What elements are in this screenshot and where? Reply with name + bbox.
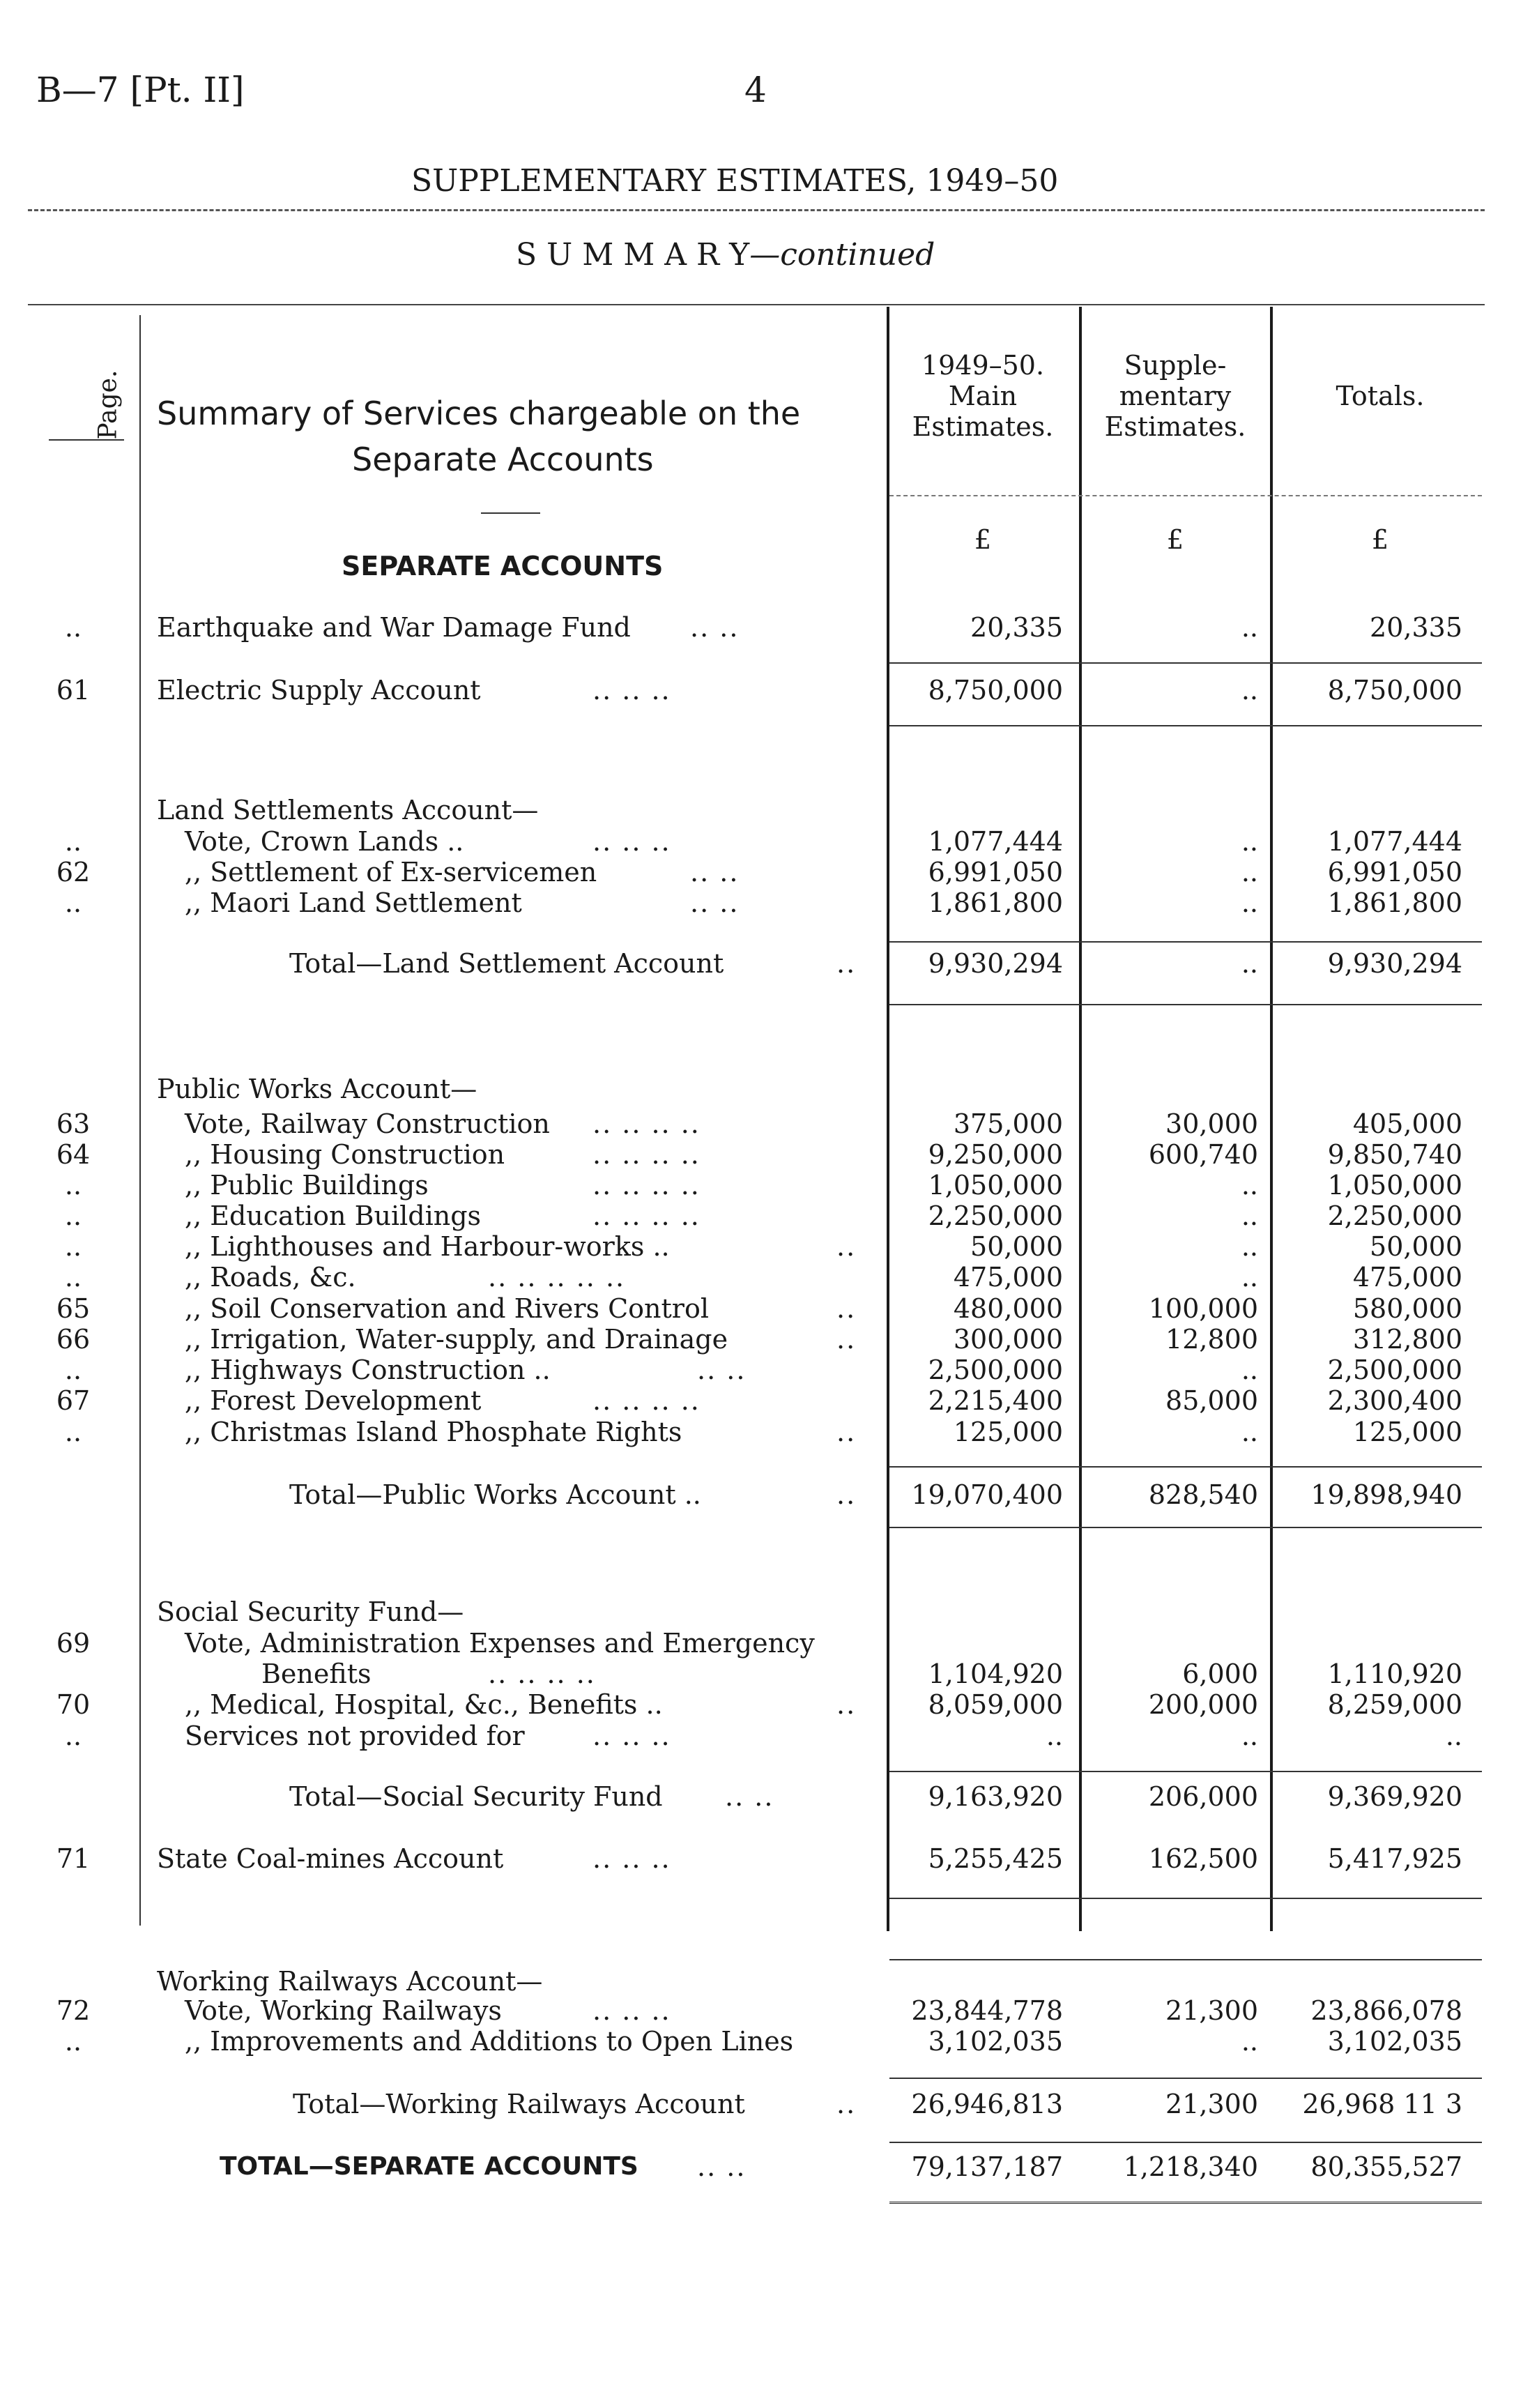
- table-row: [0, 1170, 1530, 1201]
- subtotal-rule: [889, 2078, 1482, 2079]
- row-page-ref: ..: [64, 1417, 82, 1447]
- row-page-ref: 69: [56, 1628, 91, 1659]
- supp-header-line: Supple-: [1124, 350, 1227, 381]
- document-reference: B—7 [Pt. II]: [36, 70, 245, 110]
- table-row: [0, 1966, 1530, 1997]
- currency-totals: £: [1371, 524, 1389, 555]
- row-label: Public Works Account—: [157, 1074, 477, 1104]
- row-page-ref: 63: [56, 1108, 91, 1139]
- row-total: 26,968 11 3: [1302, 2089, 1462, 2119]
- row-main-estimate: ..: [1046, 1721, 1063, 1751]
- row-main-estimate: 375,000: [953, 1108, 1063, 1139]
- row-leader-dots: .. ..: [690, 612, 740, 643]
- row-page-ref: 65: [56, 1293, 91, 1324]
- row-supplementary-estimate: 1,218,340: [1123, 2151, 1258, 2182]
- row-supplementary-estimate: ..: [1241, 1201, 1258, 1231]
- row-page-ref: 64: [56, 1139, 91, 1170]
- row-label: Vote, Crown Lands ..: [185, 826, 464, 857]
- summary-heading: [516, 237, 935, 273]
- row-label: ,, Improvements and Additions to Open Lines: [185, 2026, 794, 2057]
- table-row: [0, 675, 1530, 706]
- row-rule: [889, 725, 1482, 726]
- row-supplementary-estimate: ..: [1241, 826, 1258, 857]
- row-supplementary-estimate: ..: [1241, 1262, 1258, 1293]
- row-page-ref: 66: [56, 1324, 91, 1355]
- row-leader-dots: .. ..: [725, 1781, 774, 1812]
- row-label: Services not provided for: [185, 1721, 525, 1751]
- subtotal-rule: [889, 941, 1482, 943]
- row-supplementary-estimate: 162,500: [1148, 1843, 1258, 1874]
- row-leader-dots: .. .. .. ..: [592, 1139, 701, 1170]
- table-row: [0, 795, 1530, 825]
- row-leader-dots: ..: [836, 1293, 857, 1324]
- row-rule: [889, 1959, 1482, 1960]
- row-main-estimate: 300,000: [953, 1324, 1063, 1355]
- summary-title-line-1: Summary of Services chargeable on the: [157, 395, 801, 432]
- summary-continued: —continued: [749, 237, 935, 273]
- main-estimates-header: [892, 350, 1073, 442]
- row-main-estimate: 3,102,035: [928, 2026, 1063, 2057]
- row-label: ,, Highways Construction ..: [185, 1355, 551, 1385]
- row-label: ,, Roads, &c.: [185, 1262, 356, 1293]
- row-supplementary-estimate: ..: [1241, 1355, 1258, 1385]
- row-rule: [889, 2142, 1482, 2143]
- summary-title-line-2: Separate Accounts: [352, 441, 654, 478]
- table-row: [0, 857, 1530, 887]
- row-total: 23,866,078: [1310, 1995, 1462, 2026]
- row-main-estimate: 125,000: [953, 1417, 1063, 1447]
- row-label: Earthquake and War Damage Fund: [157, 612, 631, 643]
- grand-total-rule: [889, 2202, 1482, 2204]
- currency-main: £: [974, 524, 992, 555]
- page-column-header: Page.: [93, 369, 123, 440]
- row-page-ref: ..: [64, 1721, 82, 1751]
- row-main-estimate: 9,930,294: [928, 948, 1063, 979]
- row-page-ref: 72: [56, 1995, 91, 2026]
- row-total: 1,861,800: [1327, 887, 1462, 918]
- row-total: 580,000: [1352, 1293, 1462, 1324]
- row-total: 9,369,920: [1327, 1781, 1462, 1812]
- row-main-estimate: 8,750,000: [928, 675, 1063, 706]
- table-row: [0, 1108, 1530, 1139]
- row-leader-dots: .. .. ..: [592, 826, 671, 857]
- row-page-ref: ..: [64, 2026, 82, 2057]
- row-total: 50,000: [1370, 1231, 1462, 1262]
- row-total: 20,335: [1370, 612, 1462, 643]
- row-leader-dots: .. .. .. .. ..: [488, 1262, 626, 1293]
- table-row: [0, 2026, 1530, 2057]
- row-page-ref: 71: [56, 1843, 91, 1874]
- row-total: 312,800: [1352, 1324, 1462, 1355]
- row-total: 2,250,000: [1327, 1201, 1462, 1231]
- row-main-estimate: 6,991,050: [928, 857, 1063, 887]
- row-total: 3,102,035: [1327, 2026, 1462, 2057]
- row-main-estimate: 50,000: [970, 1231, 1063, 1262]
- row-label: ,, Maori Land Settlement: [185, 887, 522, 918]
- table-row: [0, 1417, 1530, 1447]
- row-supplementary-estimate: ..: [1241, 612, 1258, 643]
- row-main-estimate: 1,077,444: [928, 826, 1063, 857]
- row-main-estimate: 9,250,000: [928, 1139, 1063, 1170]
- row-leader-dots: .. .. .. ..: [592, 1385, 701, 1416]
- row-supplementary-estimate: ..: [1241, 887, 1258, 918]
- row-label: Benefits: [261, 1659, 372, 1689]
- row-total: 19,898,940: [1310, 1479, 1462, 1510]
- row-page-ref: ..: [64, 1170, 82, 1201]
- row-page-ref: 61: [56, 675, 91, 706]
- row-leader-dots: .. ..: [690, 887, 740, 918]
- row-supplementary-estimate: ..: [1241, 2026, 1258, 2057]
- summary-word: S U M M A R Y: [516, 237, 750, 273]
- row-supplementary-estimate: ..: [1241, 1231, 1258, 1262]
- row-rule: [889, 1004, 1482, 1005]
- currency-supp: £: [1166, 524, 1184, 555]
- row-page-ref: ..: [64, 1231, 82, 1262]
- row-label: Working Railways Account—: [157, 1966, 543, 1997]
- row-main-estimate: 20,335: [970, 612, 1063, 643]
- row-main-estimate: 1,861,800: [928, 887, 1063, 918]
- row-main-estimate: 79,137,187: [911, 2151, 1063, 2182]
- row-supplementary-estimate: 200,000: [1148, 1689, 1258, 1720]
- row-total: 9,850,740: [1327, 1139, 1462, 1170]
- row-rule: [889, 662, 1482, 664]
- row-leader-dots: .. .. ..: [592, 1721, 671, 1751]
- row-label: TOTAL—SEPARATE ACCOUNTS: [220, 2152, 638, 2181]
- row-leader-dots: ..: [836, 1324, 857, 1355]
- row-label: ,, Education Buildings: [185, 1201, 482, 1231]
- row-total: 405,000: [1352, 1108, 1462, 1139]
- row-label: Vote, Administration Expenses and Emergency: [185, 1628, 815, 1659]
- row-page-ref: ..: [64, 1201, 82, 1231]
- row-leader-dots: .. .. .. ..: [592, 1108, 701, 1139]
- row-total: 8,750,000: [1327, 675, 1462, 706]
- row-label: Total—Social Security Fund: [289, 1781, 663, 1812]
- row-page-ref: ..: [64, 1262, 82, 1293]
- row-label: ,, Settlement of Ex-servicemen: [185, 857, 597, 887]
- row-page-ref: 70: [56, 1689, 91, 1720]
- row-leader-dots: ..: [836, 948, 857, 979]
- row-main-estimate: 475,000: [953, 1262, 1063, 1293]
- page-number: 4: [744, 70, 767, 110]
- row-supplementary-estimate: 30,000: [1165, 1108, 1258, 1139]
- row-main-estimate: 1,050,000: [928, 1170, 1063, 1201]
- table-row: [0, 1597, 1530, 1627]
- row-page-ref: ..: [64, 1355, 82, 1385]
- row-supplementary-estimate: 12,800: [1165, 1324, 1258, 1355]
- header-dash-rule: [889, 495, 1482, 496]
- page-title: SUPPLEMENTARY ESTIMATES, 1949–50: [411, 163, 1059, 199]
- table-row: [0, 1689, 1530, 1720]
- table-row: [0, 1262, 1530, 1293]
- table-row: [0, 2089, 1530, 2119]
- row-supplementary-estimate: 85,000: [1165, 1385, 1258, 1416]
- row-total: ..: [1445, 1721, 1462, 1751]
- table-row: [0, 1139, 1530, 1170]
- row-total: 5,417,925: [1327, 1843, 1462, 1874]
- row-label: ,, Public Buildings: [185, 1170, 429, 1201]
- row-label: Total—Public Works Account ..: [289, 1479, 701, 1510]
- row-label: ,, Medical, Hospital, &c., Benefits ..: [185, 1689, 663, 1720]
- row-total: 2,500,000: [1327, 1355, 1462, 1385]
- table-row: [0, 1355, 1530, 1385]
- table-row: [0, 1324, 1530, 1355]
- main-header-line: 1949–50.: [921, 350, 1045, 381]
- row-main-estimate: 8,059,000: [928, 1689, 1063, 1720]
- table-row: [0, 887, 1530, 918]
- row-label: Vote, Railway Construction: [185, 1108, 550, 1139]
- table-row: [0, 1479, 1530, 1510]
- row-total: 125,000: [1352, 1417, 1462, 1447]
- row-total: 9,930,294: [1327, 948, 1462, 979]
- row-label: State Coal-mines Account: [157, 1843, 504, 1874]
- table-row: [0, 1628, 1530, 1659]
- table-row: [0, 1781, 1530, 1812]
- row-supplementary-estimate: ..: [1241, 1417, 1258, 1447]
- row-page-ref: ..: [64, 612, 82, 643]
- row-leader-dots: .. .. ..: [592, 1843, 671, 1874]
- row-label: Vote, Working Railways: [185, 1995, 502, 2026]
- row-main-estimate: 19,070,400: [911, 1479, 1063, 1510]
- table-row: [0, 1074, 1530, 1104]
- row-supplementary-estimate: 21,300: [1165, 1995, 1258, 2026]
- row-supplementary-estimate: ..: [1241, 1721, 1258, 1751]
- table-row: [0, 826, 1530, 857]
- row-supplementary-estimate: 6,000: [1182, 1659, 1258, 1689]
- main-header-line: Estimates.: [912, 411, 1054, 442]
- row-main-estimate: 2,215,400: [928, 1385, 1063, 1416]
- row-label: ,, Soil Conservation and Rivers Control: [185, 1293, 709, 1324]
- table-row: [0, 612, 1530, 643]
- row-rule: [889, 1771, 1482, 1772]
- row-leader-dots: .. ..: [697, 1355, 747, 1385]
- totals-header: Totals.: [1336, 381, 1425, 411]
- row-total: 1,050,000: [1327, 1170, 1462, 1201]
- row-supplementary-estimate: ..: [1241, 857, 1258, 887]
- row-label: ,, Housing Construction: [185, 1139, 505, 1170]
- row-main-estimate: 1,104,920: [928, 1659, 1063, 1689]
- row-total: 1,110,920: [1327, 1659, 1462, 1689]
- row-label: Total—Land Settlement Account: [289, 948, 724, 979]
- row-supplementary-estimate: ..: [1241, 675, 1258, 706]
- row-label: Land Settlements Account—: [157, 795, 539, 825]
- supp-header-line: Estimates.: [1104, 411, 1246, 442]
- page-header-rule: [49, 439, 124, 441]
- table-row: [0, 1721, 1530, 1751]
- row-leader-dots: .. .. .. ..: [488, 1659, 596, 1689]
- row-page-ref: 67: [56, 1385, 91, 1416]
- row-supplementary-estimate: 21,300: [1165, 2089, 1258, 2119]
- row-leader-dots: .. ..: [690, 857, 740, 887]
- table-row: [0, 1201, 1530, 1231]
- row-leader-dots: ..: [836, 1417, 857, 1447]
- row-page-ref: ..: [64, 826, 82, 857]
- row-leader-dots: ..: [836, 2089, 857, 2119]
- row-main-estimate: 2,500,000: [928, 1355, 1063, 1385]
- row-leader-dots: .. .. .. ..: [592, 1170, 701, 1201]
- row-leader-dots: ..: [836, 1231, 857, 1262]
- table-row: [0, 1293, 1530, 1324]
- row-leader-dots: ..: [836, 1479, 857, 1510]
- row-supplementary-estimate: 100,000: [1148, 1293, 1258, 1324]
- row-supplementary-estimate: 600,740: [1148, 1139, 1258, 1170]
- row-total: 80,355,527: [1310, 2151, 1462, 2182]
- row-supplementary-estimate: ..: [1241, 1170, 1258, 1201]
- row-total: 6,991,050: [1327, 857, 1462, 887]
- row-label: Total—Working Railways Account: [293, 2089, 745, 2119]
- main-header-line: Main: [948, 381, 1018, 411]
- table-row: [0, 1231, 1530, 1262]
- row-rule: [889, 1527, 1482, 1528]
- row-main-estimate: 2,250,000: [928, 1201, 1063, 1231]
- row-supplementary-estimate: ..: [1241, 948, 1258, 979]
- table-row: [0, 1659, 1530, 1689]
- row-label: ,, Forest Development: [185, 1385, 482, 1416]
- row-total: 475,000: [1352, 1262, 1462, 1293]
- row-leader-dots: .. .. ..: [592, 1995, 671, 2026]
- row-main-estimate: 9,163,920: [928, 1781, 1063, 1812]
- row-label: ,, Lighthouses and Harbour-works ..: [185, 1231, 670, 1262]
- subtotal-rule: [889, 1898, 1482, 1899]
- row-main-estimate: 23,844,778: [911, 1995, 1063, 2026]
- row-main-estimate: 480,000: [953, 1293, 1063, 1324]
- table-row: [0, 1995, 1530, 2026]
- supplementary-estimates-header: [1085, 350, 1266, 442]
- row-total: 2,300,400: [1327, 1385, 1462, 1416]
- title-rule: [28, 209, 1485, 211]
- subtotal-rule: [889, 1466, 1482, 1468]
- row-page-ref: 62: [56, 857, 91, 887]
- row-leader-dots: .. .. .. ..: [592, 1201, 701, 1231]
- row-main-estimate: 5,255,425: [928, 1843, 1063, 1874]
- summary-services-title: [157, 390, 868, 482]
- row-total: 1,077,444: [1327, 826, 1462, 857]
- row-supplementary-estimate: 206,000: [1148, 1781, 1258, 1812]
- row-label: Electric Supply Account: [157, 675, 481, 706]
- row-leader-dots: ..: [836, 1689, 857, 1720]
- row-supplementary-estimate: 828,540: [1148, 1479, 1258, 1510]
- row-main-estimate: 26,946,813: [911, 2089, 1063, 2119]
- row-label: ,, Irrigation, Water-supply, and Drainage: [185, 1324, 728, 1355]
- supp-header-line: mentary: [1119, 381, 1232, 411]
- row-label: ,, Christmas Island Phosphate Rights: [185, 1417, 682, 1447]
- table-row: [0, 2151, 1530, 2182]
- summary-title-rule: [481, 512, 540, 514]
- table-row: [0, 1385, 1530, 1416]
- row-page-ref: ..: [64, 887, 82, 918]
- row-label: Social Security Fund—: [157, 1597, 464, 1627]
- table-row: [0, 948, 1530, 979]
- row-leader-dots: .. .. ..: [592, 675, 671, 706]
- table-top-rule: [28, 304, 1485, 305]
- section-heading: SEPARATE ACCOUNTS: [342, 551, 664, 581]
- row-leader-dots: .. ..: [697, 2151, 747, 2182]
- row-total: 8,259,000: [1327, 1689, 1462, 1720]
- table-row: [0, 1843, 1530, 1874]
